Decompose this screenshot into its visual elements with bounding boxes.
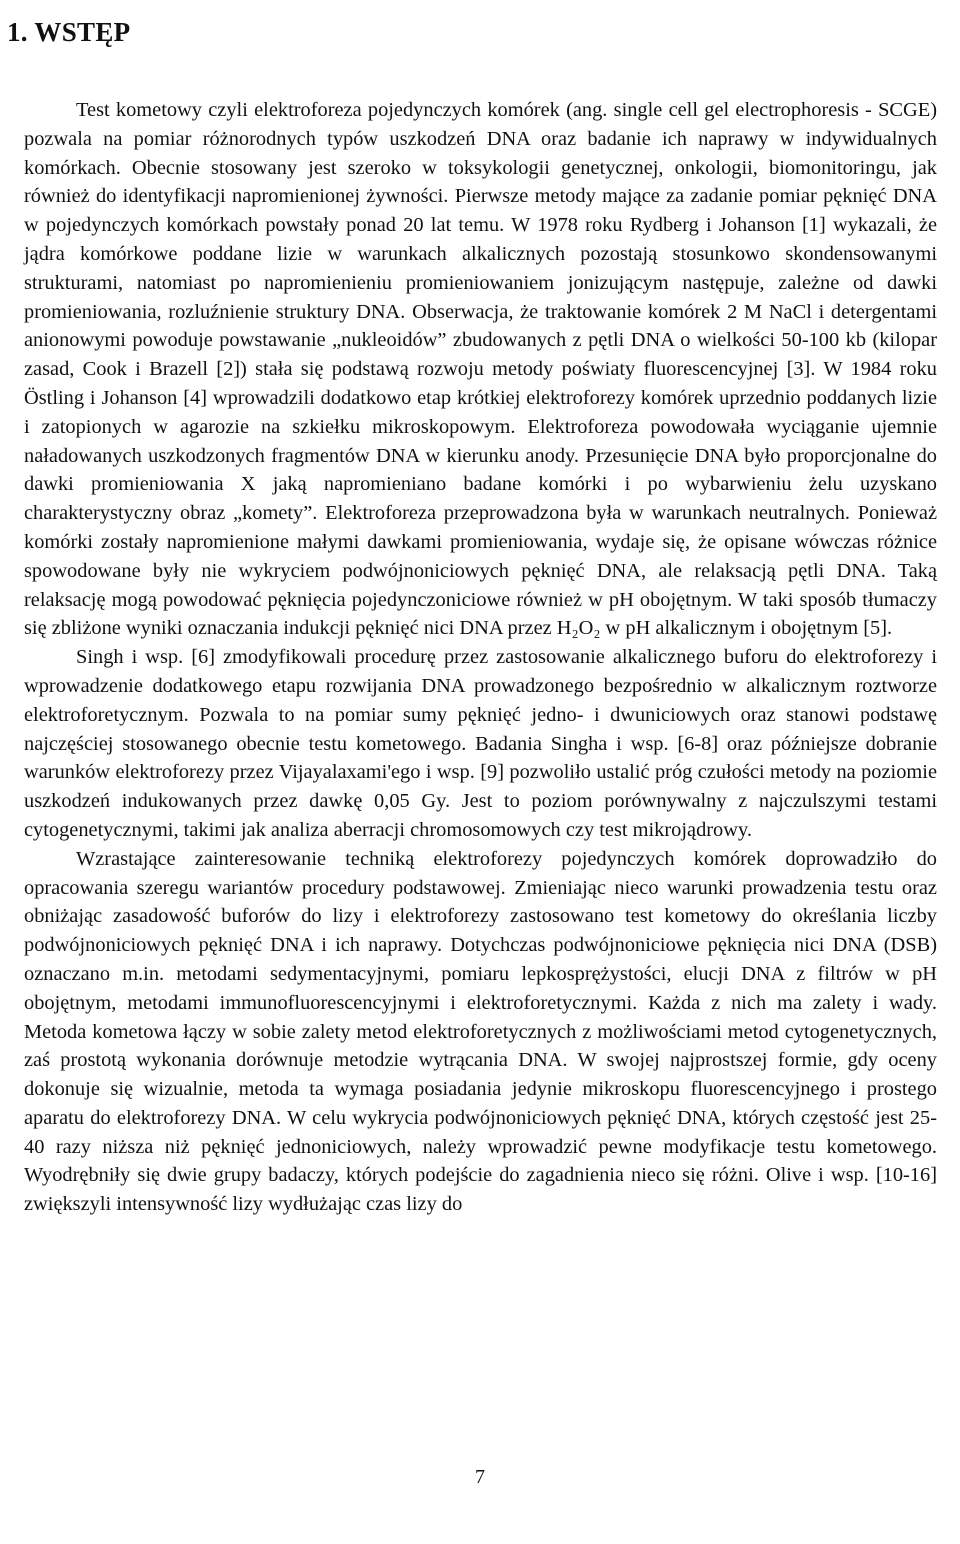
page-number: 7 [475,1466,485,1488]
document-body [24,96,937,1219]
paragraph-variants: Wzrastające zainteresowanie techniką elektroforezy pojedynczych komórek doprowadziło do opracowania szeregu wariantów procedury podstawowej. Zmieniając nieco warunki prowadzenia testu oraz obniżając zasadowość buforów do lizy i elektroforezy zastosowano test kometowy do określania liczby podwójnoniciowych pęknięć DNA i ich naprawy. Dotychczas podwójnoniciowe pęknięcia nici DNA (DSB) oznaczano m.in. metodami sedymentacyjnymi, pomiaru lepkosprężystości, elucji DNA z filtrów w pH obojętnym, metodami immunofluorescencyjnymi i elektroforetycznymi. Każda z nich ma zalety i wady. Metoda kometowa łączy w sobie zalety metod elektroforetycznych z możliwościami metod cytogenetycznych, zaś prostotą wykonania dorównuje metodzie wytrącania DNA. W swojej najprostszej formie, gdy oceny dokonuje się wizualnie, metoda ta wymaga posiadania jedynie mikroskopu fluorescencyjnego i prostego aparatu do elektroforezy DNA. W celu wykrycia podwójnoniciowych pęknięć DNA, których częstość jest 25-40 razy niższa niż pęknięć jednoniciowych, należy wprowadzić pewne modyfikacje testu kometowego. Wyodrębniły się dwie grupy badaczy, których podejście do zagadnienia nieco się różni. Olive i wsp. [10-16] zwiększyli intensywność lizy wydłużając czas lizy do [24,847,937,1216]
section-heading: 1. WSTĘP [7,17,131,47]
paragraph-introduction: Test kometowy czyli elektroforeza pojedynczych komórek (ang. single cell gel electrophoresis - SCGE) pozwala na pomiar różnorodnych typów uszkodzeń DNA oraz badanie ich naprawy w indywidualnych komórkach. Obecnie stosowany jest szeroko w toksykologii genetycznej, onkologii, biomonitoringu, jak również do identyfikacji napromienionej żywności. Pierwsze metody mające za zadanie pomiar pęknięć DNA w pojedynczych komórkach powstały ponad 20 lat temu. W 1978 roku Rydberg i Johanson [1] wykazali, że jądra komórkowe poddane lizie w warunkach alkalicznych pozostają stosunkowo skondensowanymi strukturami, natomiast po napromienieniu promieniowaniem jonizującym następuje, zależne od dawki promieniowania, rozluźnienie struktury DNA. Obserwacja, że traktowanie komórek 2 M NaCl i detergentami anionowymi powoduje powstawanie „nukleoidów” zbudowanych z pętli DNA o wielkości 50-100 kb (kilopar zasad, Cook i Brazell [2]) stała się podstawą rozwoju metody poświaty fluorescencyjnej [3]. W 1984 roku Östling i Johanson [4] wprowadzili dodatkowo etap krótkiej elektroforezy komórek uprzednio poddanych lizie i zatopionych w agarozie na szkiełku mikroskopowym. Elektroforeza powodowała wyciąganie ujemnie naładowanych uszkodzonych fragmentów DNA w kierunku anody. Przesunięcie DNA było proporcjonalne do dawki promieniowania X jaką napromieniano badane komórki i po wybarwieniu żelu uzyskano charakterystyczny obraz „komety”. Elektroforeza przeprowadzona była w warunkach neutralnych. Ponieważ komórki zostały napromienione małymi dawkami promieniowania, wydaje się, że opisane wówczas różnice spowodowane były nie wykryciem podwójnoniciowych pęknięć DNA, ale relaksacją pętli DNA. Taką relaksację mogą powodować pęknięcia pojedynczoniciowe również w pH obojętnym. W taki sposób tłumaczy się zbliżone wyniki oznaczania indukcji pęknięć nici DNA przez H₂O₂ w pH alkalicznym i obojętnym [5]. [24,99,937,640]
paragraph-singh-modification: Singh i wsp. [6] zmodyfikowali procedurę przez zastosowanie alkalicznego buforu do elektroforezy i wprowadzenie dodatkowego etapu rozwijania DNA prowadzonego bezpośrednio w alkalicznym roztworze elektroforetycznym. Pozwala to na pomiar sumy pęknięć jedno- i dwuniciowych oraz stanowi podstawę najczęściej stosowanego obecnie testu kometowego. Badania Singha i wsp. [6-8] oraz późniejsze dobranie warunków elektroforezy przez Vijayalaxami'ego i wsp. [9] pozwoliło ustalić próg czułości metody na poziomie uszkodzeń indukowanych przez dawkę 0,05 Gy. Jest to poziom porównywalny z najczulszymi testami cytogenetycznymi, takimi jak analiza aberracji chromosomowych czy test mikrojądrowy. [24,646,937,841]
